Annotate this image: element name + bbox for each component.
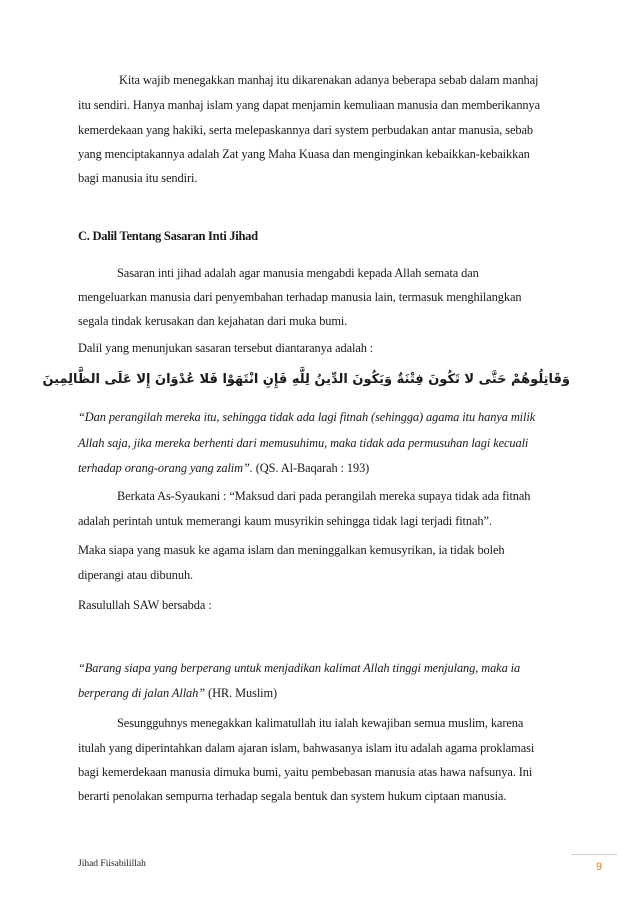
translation-line1: “Dan perangilah mereka itu, sehingga tidak ada lagi fitnah (sehingga) agama itu hanya milik: [78, 410, 536, 424]
para3-line2: diperangi atau dibunuh.: [78, 568, 194, 582]
para1-line3: kemerdekaan yang hakiki, serta melepaskannya dari system perbudakan antar manusia, sebab: [78, 123, 533, 137]
para3-line1: Maka siapa yang masuk ke agama islam dan meninggalkan kemusyrikan, ia tidak boleh: [78, 543, 505, 557]
para2-line3: segala tindak kerusakan dan kejahatan dari muka bumi.: [78, 314, 348, 328]
para2-line1: Sasaran inti jihad adalah agar manusia mengabdi kepada Allah semata dan: [117, 266, 479, 280]
para2-line2: mengeluarkan manusia dari penyembahan terhadap manusia lain, termasuk menghilangkan: [78, 290, 522, 304]
translation-line3: [78, 460, 568, 476]
translation-line3-italic: terhadap orang-orang yang zalim”.: [78, 461, 253, 475]
syaukani-line1: Berkata As-Syaukani : “Maksud dari pada perangilah mereka supaya tidak ada fitnah: [117, 489, 531, 503]
dalil-intro: Dalil yang menunjukan sasaran tersebut diantaranya adalah :: [78, 341, 374, 355]
para1-line4: yang menciptakannya adalah Zat yang Maha Kuasa dan menginginkan kebaikkan-kebaikkan: [78, 147, 530, 161]
arabic-verse: وَقَاتِلُوهُمْ حَتَّى لا تَكُونَ فِتْنَةٌ وَيَكُونَ الدِّينُ لِلَّهِ فَإِنِ انْتَهَوْا فَلا عُدْوَانَ إِلا عَلَى الظَّالِمِينَ: [42, 372, 570, 387]
footer-title: Jihad Fiisabilillah: [78, 859, 146, 869]
page-number: 9: [596, 861, 603, 873]
para4-line1: Sesungguhnys menegakkan kalimatullah itu ialah kewajiban semua muslim, karena: [117, 716, 524, 730]
translation-line2: Allah saja, jika mereka berhenti dari memusuhimu, maka tidak ada permusuhan lagi kecuali: [78, 436, 529, 450]
hadith-line2-italic: berperang di jalan Allah”: [78, 686, 206, 700]
para4-line4: berarti penolakan sempurna terhadap segala bentuk dan system hukum ciptaan manusia.: [78, 789, 507, 803]
rasul-intro: Rasulullah SAW bersabda :: [78, 598, 212, 612]
para4-line3: bagi kemerdekaan manusia dimuka bumi, yaitu pembebasan manusia atas hawa nafsunya. Ini: [78, 765, 533, 779]
footer-divider: [571, 854, 617, 855]
para1-line5: bagi manusia itu sendiri.: [78, 171, 198, 185]
hadith-line2: [78, 685, 568, 701]
para1-line1: Kita wajib menegakkan manhaj itu dikarenakan adanya beberapa sebab dalam manhaj: [119, 73, 539, 87]
para4-line2: itulah yang diperintahkan dalam ajaran islam, bahwasanya islam itu adalah agama proklamasi: [78, 741, 535, 755]
hadith-reference: (HR. Muslim): [205, 686, 278, 700]
section-heading: C. Dalil Tentang Sasaran Inti Jihad: [78, 229, 258, 243]
translation-reference: (QS. Al-Baqarah : 193): [252, 461, 370, 475]
para1-line2: itu sendiri. Hanya manhaj islam yang dapat menjamin kemuliaan manusia dan memberikannya: [78, 98, 541, 112]
syaukani-line2: adalah perintah untuk memerangi kaum musyrikin sehingga tidak lagi terjadi fitnah”.: [78, 514, 492, 528]
hadith-line1: “Barang siapa yang berperang untuk menjadikan kalimat Allah tinggi menjulang, maka ia: [78, 661, 521, 675]
